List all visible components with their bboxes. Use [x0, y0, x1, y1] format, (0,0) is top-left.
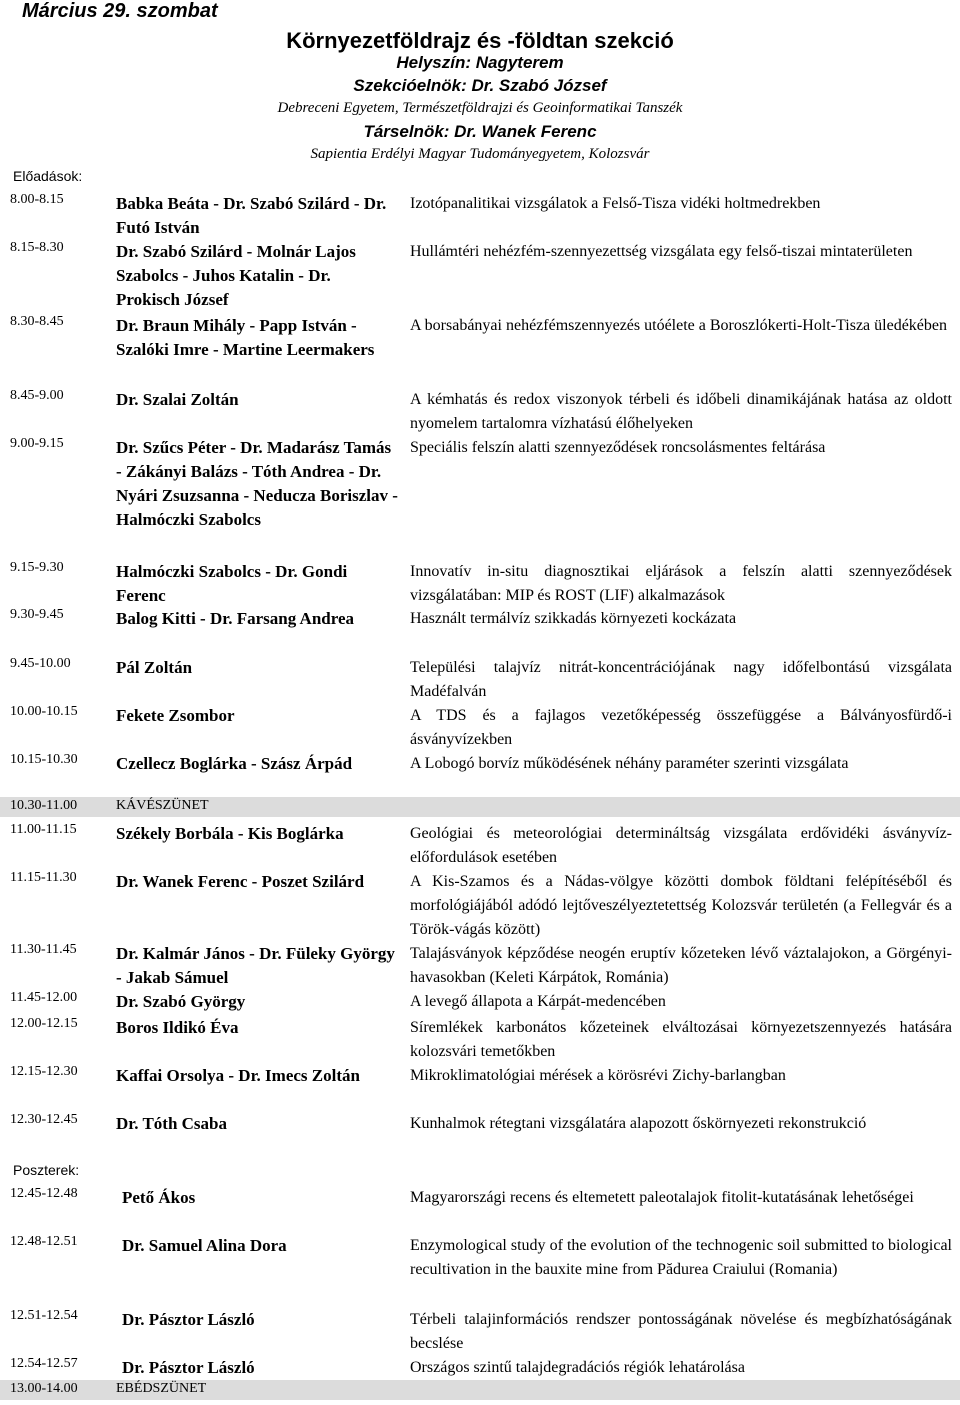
authors: Boros Ildikó Éva: [116, 1018, 239, 1037]
talk-title: Települési talajvíz nitrát-koncentrációjának nagy időfelbontású vizsgálata Madéfalván: [410, 659, 952, 700]
location-line: Helyszín: Nagyterem: [396, 53, 564, 72]
posters-label: Poszterek:: [13, 1162, 80, 1178]
day-heading: Március 29. szombat: [22, 0, 218, 22]
time-slot: 10.15-10.30: [10, 752, 78, 767]
time-slot: 11.15-11.30: [10, 870, 77, 885]
break-label: EBÉDSZÜNET: [116, 1381, 207, 1396]
time-slot: 12.54-12.57: [10, 1356, 78, 1371]
cochair-line: Társelnök: Dr. Wanek Ferenc: [363, 122, 597, 141]
talk-title: Térbeli talajinformációs rendszer pontosságának növelése és megbízhatóságának becslése: [410, 1311, 952, 1352]
time-slot: 12.15-12.30: [10, 1064, 78, 1079]
authors: Kaffai Orsolya - Dr. Imecs Zoltán: [116, 1066, 360, 1085]
authors: Babka Beáta - Dr. Szabó Szilárd - Dr. Futó István: [116, 194, 387, 237]
talk-title: A borsabányai nehézfémszennyezés utóélete a Boroszlókerti-Holt-Tisza üledékében: [410, 317, 947, 334]
talk-title: Enzymological study of the evolution of the technogenic soil submitted to biological recultivation in the bauxite mine from Pădurea Craiului (Romania): [410, 1237, 952, 1278]
talk-title: A kémhatás és redox viszonyok térbeli és időbeli dinamikájának hatása az oldott nyomelem tartalomra vízhatású élőhelyeken: [410, 391, 952, 432]
authors: Pető Ákos: [122, 1188, 196, 1207]
authors: Dr. Braun Mihály - Papp István - Szalóki Imre - Martine Leermakers: [116, 316, 375, 359]
time-slot: 9.00-9.15: [10, 436, 64, 451]
chair-affiliation: Debreceni Egyetem, Természetföldrajzi és Geoinformatikai Tanszék: [277, 100, 683, 116]
time-slot: 8.00-8.15: [10, 192, 64, 207]
talk-title: A levegő állapota a Kárpát-medencében: [410, 993, 666, 1010]
talk-title: Innovatív in-situ diagnosztikai eljárások a felszín alatti szennyeződések vizsgálatában: MIP és ROST (LIF) alkalmazások: [410, 563, 952, 604]
talk-title: A TDS és a fajlagos vezetőképesség összefüggése a Bálványosfürdő-i ásványvízekben: [410, 707, 952, 748]
talk-title: Izotópanalitikai vizsgálatok a Felső-Tisza vidéki holtmedrekben: [410, 195, 821, 212]
time-slot: 12.30-12.45: [10, 1112, 78, 1127]
authors: Halmóczki Szabolcs - Dr. Gondi Ferenc: [116, 562, 348, 605]
time-slot: 8.15-8.30: [10, 240, 64, 255]
section-title: Környezetföldrajz és -földtan szekció: [286, 28, 674, 53]
talk-title: A Kis-Szamos és a Nádas-völgye közötti dombok földtani felépítéséből és morfológiájából adódó lejtőveszélyeztetettség Kolozsvár területén (a Fellegvár és a Török-vágás között): [410, 873, 952, 938]
time-slot: 12.48-12.51: [10, 1234, 78, 1249]
talk-title: Talajásványok képződése neogén eruptív kőzeteken lévő váztalajokon, a Görgényi-havasokban (Keleti Kárpátok, Románia): [410, 945, 952, 986]
authors: Fekete Zsombor: [116, 706, 235, 725]
authors: Pál Zoltán: [116, 658, 193, 677]
authors: Dr. Pásztor László: [122, 1310, 255, 1329]
time-slot: 8.30-8.45: [10, 314, 64, 329]
time-slot: 9.45-10.00: [10, 656, 71, 671]
time-slot: 12.45-12.48: [10, 1186, 78, 1201]
authors: Dr. Szűcs Péter - Dr. Madarász Tamás - Zákányi Balázs - Tóth Andrea - Dr. Nyári Zsuzsanna - Neducza Boriszlav - Halmóczki Szabolcs: [116, 438, 398, 529]
authors: Dr. Pásztor László: [122, 1358, 255, 1377]
time-slot: 9.30-9.45: [10, 607, 64, 622]
talk-title: Hullámtéri nehézfém-szennyezettség vizsgálata egy felső-tiszai mintaterületen: [410, 243, 913, 260]
cochair-affiliation: Sapientia Erdélyi Magyar Tudományegyetem, Kolozsvár: [310, 146, 650, 162]
talk-title: Speciális felszín alatti szennyeződések roncsolásmentes feltárása: [410, 439, 826, 456]
time-slot: 9.15-9.30: [10, 560, 64, 575]
authors: Czellecz Boglárka - Szász Árpád: [116, 754, 353, 773]
time-slot: 8.45-9.00: [10, 388, 64, 403]
talk-title: A Lobogó borvíz működésének néhány paraméter szerinti vizsgálata: [410, 755, 849, 772]
time-slot: 11.00-11.15: [10, 822, 77, 837]
authors: Dr. Wanek Ferenc - Poszet Szilárd: [116, 872, 365, 891]
time-slot: 11.45-12.00: [10, 990, 78, 1005]
authors: Dr. Szalai Zoltán: [116, 390, 239, 409]
time-slot: 10.30-11.00: [10, 798, 78, 813]
talk-title: Síremlékek karbonátos kőzeteinek elváltozásai környezetszennyezés hatására kolozsvári temetőkben: [410, 1019, 952, 1060]
talk-title: Országos szintű talajdegradációs régiók lehatárolása: [410, 1359, 745, 1376]
time-slot: 13.00-14.00: [10, 1381, 78, 1396]
talk-title: Magyarországi recens és eltemetett paleotalajok fitolit-kutatásának lehetőségei: [410, 1189, 914, 1206]
talk-title: Kunhalmok rétegtani vizsgálatára alapozott őskörnyezeti rekonstrukció: [410, 1115, 867, 1132]
break-label: KÁVÉSZÜNET: [116, 798, 209, 813]
talk-title: Használt termálvíz szikkadás környezeti kockázata: [410, 610, 737, 627]
authors: Székely Borbála - Kis Boglárka: [116, 824, 344, 843]
time-slot: 12.00-12.15: [10, 1016, 78, 1031]
authors: Dr. Kalmár János - Dr. Füleky György - Jakab Sámuel: [116, 944, 395, 987]
authors: Dr. Szabó Szilárd - Molnár Lajos Szabolcs - Juhos Katalin - Dr. Prokisch József: [116, 242, 356, 309]
talk-title: Geológiai és meteorológiai determináltság vizsgálata erdővidéki ásványvíz-előfordulások esetében: [410, 825, 952, 866]
authors: Dr. Szabó György: [116, 992, 246, 1011]
lectures-label: Előadások:: [13, 168, 83, 184]
chair-line: Szekcióelnök: Dr. Szabó József: [353, 76, 607, 95]
authors: Dr. Tóth Csaba: [116, 1114, 228, 1133]
authors: Dr. Samuel Alina Dora: [122, 1236, 287, 1255]
talk-title: Mikroklimatológiai mérések a körösrévi Zichy-barlangban: [410, 1067, 786, 1084]
time-slot: 12.51-12.54: [10, 1308, 78, 1323]
time-slot: 10.00-10.15: [10, 704, 78, 719]
authors: Balog Kitti - Dr. Farsang Andrea: [116, 609, 355, 628]
time-slot: 11.30-11.45: [10, 942, 77, 957]
